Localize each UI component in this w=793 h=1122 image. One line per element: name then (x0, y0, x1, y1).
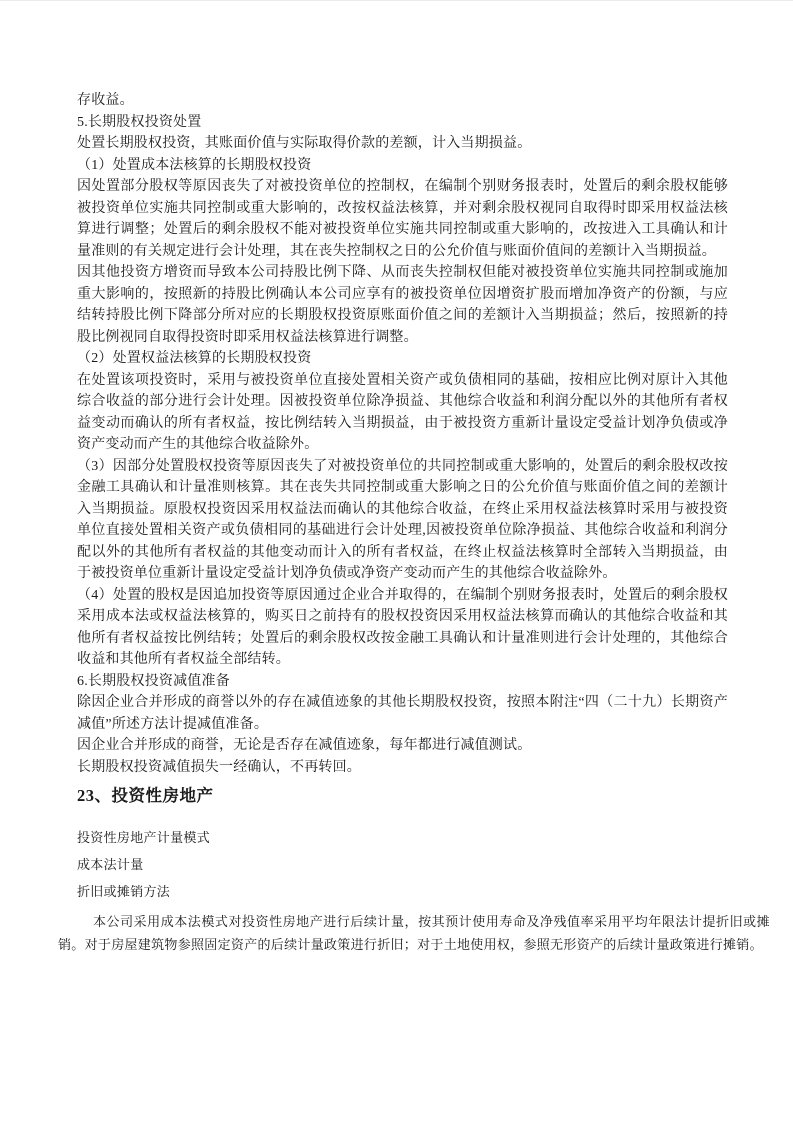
body-paragraph: 在处置该项投资时，采用与被投资单位直接处置相关资产或负债相同的基础，按相应比例对原计入其他综合收益的部分进行会计处理。因被投资单位除净损益、其他综合收益和利润分配以外的其他所有者权益变动而确认的所有者权益，按比例结转入当期损益，由于被投资方重新计量设定受益计划净负债或净资产变动而产生的其他综合收益除外。 (77, 372, 728, 452)
body-paragraph: 因处置部分股权等原因丧失了对被投资单位的控制权，在编制个别财务报表时，处置后的剩余股权能够被投资单位实施共同控制或重大影响的，改按权益法核算，并对剩余股权视同自取得时即采用权益法核算进行调整；处置后的剩余股权不能对被投资单位实施共同控制或重大影响的，改按进入工具确认和计量准则的有关规定进行会计处理，其在丧失控制权之日的公允价值与账面价值间的差额计入当期损益。 (77, 179, 728, 259)
page-edge-line (0, 0, 793, 1)
body-paragraph: 因其他投资方增资而导致本公司持股比例下降、从而丧失控制权但能对被投资单位实施共同控制或施加重大影响的，按照新的持股比例确认本公司应享有的被投资单位因增资扩股而增加净资产的份额，与应结转持股比例下降部分所对应的长期股权投资原账面价值之间的差额计入当期损益；然后，按照新的持股比例视同自取得投资时即采用权益法核算进行调整。 (77, 265, 728, 345)
body-paragraph: 因企业合并形成的商誉，无论是否存在减值迹象，每年都进行减值测试。 (77, 738, 532, 753)
body-paragraph: 长期股权投资减值损失一经确认，不再转回。 (77, 759, 361, 775)
section-title-investment-property: 23、投资性房地产 (77, 786, 214, 805)
subheading-cost-method: 成本法计量 (77, 857, 144, 872)
body-paragraph: 处置长期股权投资，其账面价值与实际取得价款的差额，计入当期损益。 (77, 136, 532, 151)
item-heading-1: （1）处置成本法核算的长期股权投资 (77, 157, 312, 173)
investment-property-subheadings (77, 829, 728, 901)
item-heading-2: （2）处置权益法核算的长期股权投资 (77, 351, 312, 366)
subheading-depreciation-method: 折旧或摊销方法 (77, 884, 171, 899)
note-body (58, 90, 770, 956)
carryover-line: 存收益。 (77, 93, 134, 108)
clause-heading-impairment: 6.长期股权投资减值准备 (77, 673, 230, 689)
clause-heading-disposal: 5.长期股权投资处置 (77, 114, 202, 130)
body-paragraph: 除因企业合并形成的商誉以外的存在减值迹象的其他长期股权投资，按照本附注“四（二十九）长期资产减值”所述方法计提减值准备。 (77, 695, 728, 732)
investment-property-paragraph: 本公司采用成本法模式对投资性房地产进行后续计量，按其预计使用寿命及净残值率采用平均年限法计提折旧或摊销。对于房屋建筑物参照固定资产的后续计量政策进行折旧；对于土地使用权，参照无形资产的后续计量政策进行摊销。 (58, 914, 770, 952)
subheading-measurement-model: 投资性房地产计量模式 (77, 830, 211, 845)
body-paragraph: （4）处置的股权是因追加投资等原因通过企业合并取得的，在编制个别财务报表时，处置后的剩余股权采用成本法或权益法核算的，购买日之前持有的股权投资因采用权益法核算而确认的其他综合收益和其他所有者权益按比例结转；处置后的剩余股权改按金融工具确认和计量准则进行会计处理的，其他综合收益和其他所有者权益全部结转。 (77, 587, 728, 667)
body-paragraph: （3）因部分处置股权投资等原因丧失了对被投资单位的共同控制或重大影响的，处置后的剩余股权改按金融工具确认和计量准则核算。其在丧失共同控制或重大影响之日的公允价值与账面价值之间的差额计入当期损益。原股权投资因采用权益法而确认的其他综合收益，在终止采用权益法核算时采用与被投资单位直接处置相关资产或负债相同的基础进行会计处理,因被投资单位除净损益、其他综合收益和利润分配以外的其他所有者权益的其他变动而计入的所有者权益，在终止权益法核算时全部转入当期损益，由于被投资单位重新计量设定受益计划净负债或净资产变动而产生的其他综合收益除外。 (77, 458, 728, 581)
